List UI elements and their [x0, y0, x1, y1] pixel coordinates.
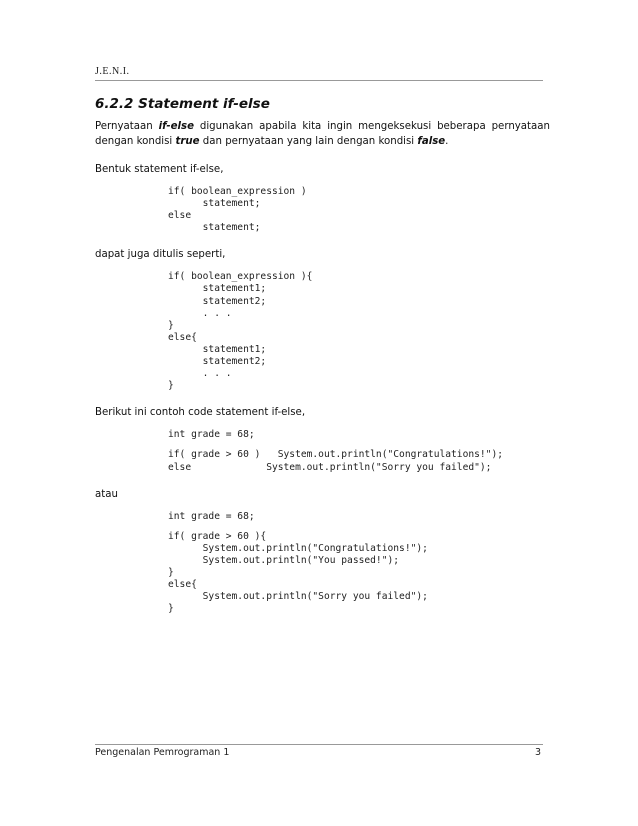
footer-title: Pengenalan Pemrograman 1 [95, 747, 230, 758]
form1-label: Bentuk statement if-else, [95, 164, 224, 175]
example2-label: atau [95, 488, 118, 500]
intro-paragraph [95, 119, 550, 149]
example2-declaration: int grade = 68; [168, 510, 255, 522]
form2-label: dapat juga ditulis seperti, [95, 249, 226, 261]
keyword-if-else: if-else [158, 121, 194, 132]
intro-text-2: digunakan apabila kita ingin mengeksekusi beberapa pernyataan dengan kondisi [95, 121, 550, 147]
example1-declaration: int grade = 68; [168, 429, 255, 441]
form2-code-block: if( boolean_expression ){ statement1; statement2; . . . } else{ statement1; statement2; . . . } [168, 271, 313, 392]
keyword-false: false [417, 136, 446, 147]
intro-text-3: dan pernyataan yang lain dengan kondisi [199, 136, 418, 147]
keyword-true: true [175, 136, 200, 147]
page-number: 3 [535, 747, 542, 758]
example1-label: Berikut ini contoh code statement if-else, [95, 407, 306, 419]
page-body [95, 95, 550, 615]
footer-divider [95, 744, 543, 745]
section-title: 6.2.2 Statement if-else [95, 96, 270, 112]
form1-code-block: if( boolean_expression ) statement; else statement; [168, 186, 307, 234]
header-divider [95, 80, 543, 81]
intro-text-4: . [445, 136, 449, 147]
intro-text-1: Pernyataan [95, 121, 159, 132]
example2-code-block: if( grade > 60 ){ System.out.println("Congratulations!"); System.out.println("You passed!"); } else{ System.out.println("Sorry you failed"); } [168, 530, 428, 615]
running-header: J.E.N.I. [95, 66, 130, 77]
example1-code-block: if( grade > 60 ) System.out.println("Congratulations!"); else System.out.println("Sorry you failed"); [168, 449, 504, 473]
